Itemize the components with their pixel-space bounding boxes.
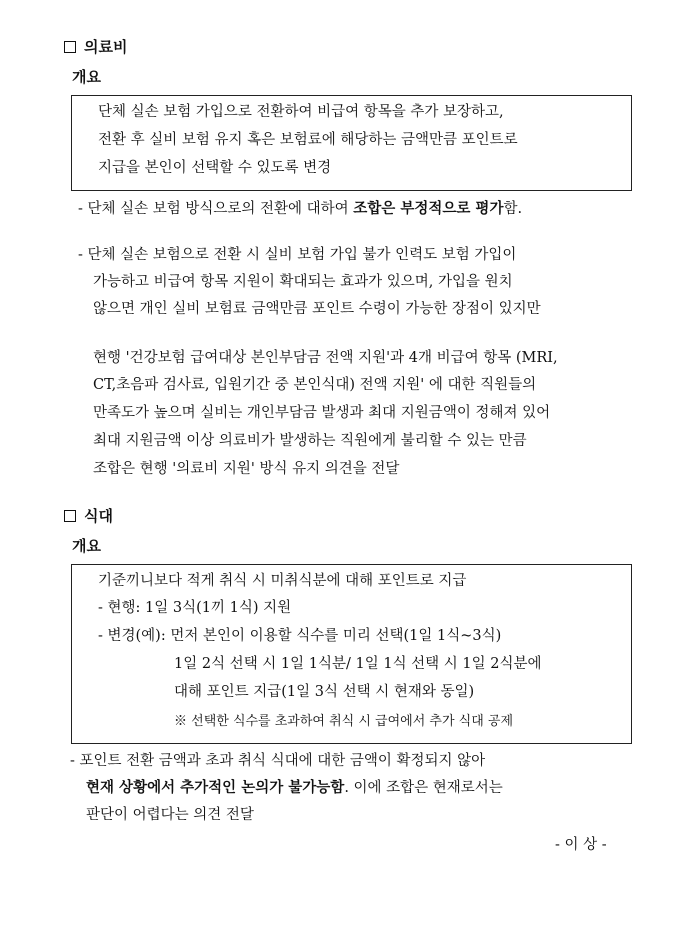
point-line: 현행 '건강보험 급여대상 본인부담금 전액 지원'과 4개 비급여 항목 (MRI, (93, 350, 558, 366)
overview-line: 지급을 본인이 선택할 수 있도록 변경 (98, 160, 332, 176)
conclusion-emphasis: 현재 상황에서 추가적인 논의가 불가능함 (86, 779, 345, 796)
point-line: 최대 지원금액 이상 의료비가 발생하는 직원에게 불리할 수 있는 만큼 (93, 433, 527, 449)
overview-line: 기준끼니보다 적게 취식 시 미취식분에 대해 포인트로 지급 (98, 573, 467, 589)
point-evaluation: - 단체 실손 보험 방식으로의 전환에 대하여 조합은 부정적으로 평가함. (78, 200, 523, 217)
section-heading-meal: 식대 (64, 505, 113, 526)
conclusion-line: - 포인트 전환 금액과 초과 취식 식대에 대한 금액이 확정되지 않아 (70, 753, 486, 769)
square-bullet-icon (64, 510, 76, 522)
conclusion-line: 현재 상황에서 추가적인 논의가 불가능함. 이에 조합은 현재로서는 (86, 779, 503, 796)
conclusion-line: 판단이 어렵다는 의견 전달 (86, 807, 254, 823)
overview-line: - 현행: 1일 3식(1끼 1식) 지원 (98, 600, 292, 616)
overview-line: 전환 후 실비 보험 유지 혹은 보험료에 해당하는 금액만큼 포인트로 (98, 132, 518, 148)
overview-line: 1일 2식 선택 시 1일 1식분/ 1일 1식 선택 시 1일 2식분에 (174, 656, 542, 672)
overview-line: 단체 실손 보험 가입으로 전환하여 비급여 항목을 추가 보장하고, (98, 104, 504, 120)
overview-line: 대해 포인트 지급(1일 3식 선택 시 현재와 동일) (174, 684, 475, 700)
evaluation-emphasis: 조합은 부정적으로 평가 (353, 200, 504, 217)
square-bullet-icon (64, 41, 76, 53)
note-line: ※ 선택한 식수를 초과하여 취식 시 급여에서 추가 식대 공제 (174, 714, 514, 729)
section-heading-medical: 의료비 (64, 36, 127, 57)
point-line: CT,초음파 검사료, 입원기간 중 본인식대) 전액 지원' 에 대한 직원들의 (93, 377, 537, 393)
overview-label-medical: 개요 (72, 68, 101, 86)
point-line: 만족도가 높으며 실비는 개인부담금 발생과 최대 지원금액이 정해져 있어 (93, 405, 551, 421)
point-line: 않으면 개인 실비 보험료 금액만큼 포인트 수령이 가능한 장점이 있지만 (93, 301, 541, 317)
overview-line: - 변경(예): 먼저 본인이 이용할 식수를 미리 선택(1일 1식~3식) (98, 628, 502, 644)
point-line: 가능하고 비급여 항목 지원이 확대되는 효과가 있으며, 가입을 원치 (93, 274, 513, 290)
point-line: 조합은 현행 '의료비 지원' 방식 유지 의견을 전달 (93, 461, 400, 477)
end-mark: - 이 상 - (555, 837, 607, 853)
point-line: - 단체 실손 보험으로 전환 시 실비 보험 가입 불가 인력도 보험 가입이 (78, 247, 517, 263)
overview-label-meal: 개요 (72, 537, 101, 555)
